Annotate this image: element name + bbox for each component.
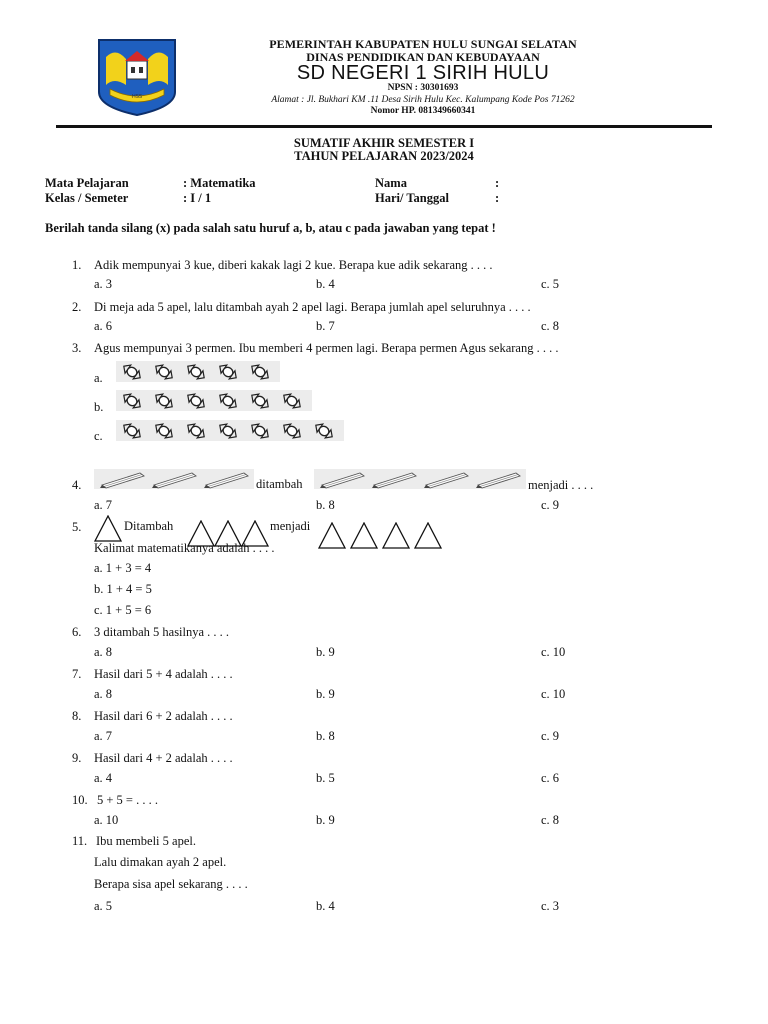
subject-label: Mata Pelajaran: [45, 176, 129, 190]
header-divider: [56, 125, 712, 128]
candy-icon: [185, 362, 207, 382]
candy-icon: [217, 391, 239, 411]
option-c[interactable]: c. 9: [541, 729, 560, 743]
question-text-line3: Berapa sisa apel sekarang . . . .: [94, 877, 248, 891]
candy-icon: [249, 421, 271, 441]
option-b[interactable]: b. 9: [316, 813, 335, 827]
option-b[interactable]: b. 5: [316, 771, 335, 785]
pencil-icon: [424, 473, 468, 488]
option-b[interactable]: b. 4: [316, 899, 335, 913]
date-field[interactable]: :: [495, 191, 500, 205]
triangle-icon: [415, 523, 441, 548]
date-label: Hari/ Tanggal: [375, 191, 449, 205]
triangle-icon: [351, 523, 377, 548]
question-number: 8.: [72, 709, 82, 723]
npsn: NPSN : 30301693: [387, 83, 459, 93]
question-number: 6.: [72, 625, 82, 639]
phone-number: Nomor HP. 081349660341: [370, 106, 476, 116]
candy-icon: [153, 391, 175, 411]
instructions: Berilah tanda silang (x) pada salah satu huruf a, b, atau c pada jawaban yang tepat !: [45, 221, 496, 235]
candy-icon: [313, 421, 335, 441]
question-text: 5 + 5 = . . . .: [97, 793, 158, 807]
candy-icon: [153, 362, 175, 382]
option-a[interactable]: a. 6: [94, 319, 113, 333]
triangle-icon: [95, 516, 121, 541]
class-value: : I / 1: [183, 191, 212, 205]
question-number: 9.: [72, 751, 82, 765]
candy-icon: [249, 362, 271, 382]
option-c[interactable]: c.: [94, 429, 103, 443]
candy-icon: [185, 391, 207, 411]
candy-icon: [249, 391, 271, 411]
candy-icon: [281, 391, 303, 411]
option-b[interactable]: b. 1 + 4 = 5: [94, 582, 152, 596]
option-a[interactable]: a. 3: [94, 277, 113, 291]
school-name: SD NEGERI 1 SIRIH HULU: [296, 62, 550, 84]
option-b[interactable]: b. 7: [316, 319, 335, 333]
pencil-icon: [152, 473, 196, 488]
candy-icon: [153, 421, 175, 441]
subject-value: : Matematika: [183, 176, 256, 190]
question-text: Hasil dari 4 + 2 adalah . . . .: [94, 751, 233, 765]
option-a[interactable]: a. 8: [94, 645, 113, 659]
option-c[interactable]: c. 1 + 5 = 6: [94, 603, 152, 617]
candy-icon: [185, 421, 207, 441]
option-c[interactable]: c. 5: [541, 277, 560, 291]
svg-text:HSS: HSS: [131, 94, 143, 100]
option-c[interactable]: c. 8: [541, 319, 560, 333]
question-subtext: Kalimat matematikanya adalah . . . .: [94, 541, 275, 555]
option-b[interactable]: b. 8: [316, 729, 335, 743]
class-label: Kelas / Semeter: [45, 191, 129, 205]
option-c[interactable]: c. 3: [541, 899, 560, 913]
pencil-group-right: [314, 469, 526, 489]
option-a[interactable]: a. 10: [94, 813, 119, 827]
pencil-icon: [320, 473, 364, 488]
department-line: DINAS PENDIDIKAN DAN KEBUDAYAAN: [306, 50, 540, 64]
question-number: 10.: [72, 793, 88, 807]
academic-year: TAHUN PELAJARAN 2023/2024: [294, 149, 474, 163]
question-number: 3.: [72, 341, 82, 355]
question-number: 4.: [72, 478, 82, 492]
candy-icon: [121, 421, 143, 441]
option-b[interactable]: b. 4: [316, 277, 335, 291]
option-a[interactable]: a. 1 + 3 = 4: [94, 561, 152, 575]
option-b[interactable]: b.: [94, 400, 104, 414]
result-text: menjadi . . . .: [528, 478, 594, 492]
name-label: Nama: [375, 176, 407, 190]
option-a[interactable]: a. 5: [94, 899, 113, 913]
question-text: Adik mempunyai 3 kue, diberi kakak lagi 2 kue. Berapa kue adik sekarang . . . .: [94, 258, 493, 272]
government-line: PEMERINTAH KABUPATEN HULU SUNGAI SELATAN: [269, 37, 577, 51]
option-c[interactable]: c. 9: [541, 498, 560, 512]
question-text: Di meja ada 5 apel, lalu ditambah ayah 2 apel lagi. Berapa jumlah apel seluruhnya . . . .: [94, 300, 531, 314]
option-a[interactable]: a.: [94, 371, 103, 385]
triangle-icon: [319, 523, 345, 548]
question-text-line2: Lalu dimakan ayah 2 apel.: [94, 855, 227, 869]
pencil-group-left: [94, 469, 254, 489]
question-number: 7.: [72, 667, 82, 681]
option-b[interactable]: b. 9: [316, 645, 335, 659]
option-c[interactable]: c. 10: [541, 687, 566, 701]
candy-group-a: [116, 361, 280, 382]
pencil-icon: [100, 473, 144, 488]
question-number: 1.: [72, 258, 82, 272]
candy-icon: [121, 362, 143, 382]
candy-icon: [281, 421, 303, 441]
candy-icon: [217, 362, 239, 382]
option-a[interactable]: a. 7: [94, 729, 113, 743]
pencil-icon: [476, 473, 520, 488]
pencil-icon: [372, 473, 416, 488]
question-text: Hasil dari 6 + 2 adalah . . . .: [94, 709, 233, 723]
exam-title: SUMATIF AKHIR SEMESTER I: [293, 136, 475, 150]
candy-group-c: [116, 420, 344, 441]
pencil-icon: [204, 473, 248, 488]
regency-crest-icon: [96, 37, 178, 117]
option-b[interactable]: b. 8: [316, 498, 335, 512]
question-text: Hasil dari 5 + 4 adalah . . . .: [94, 667, 233, 681]
candy-icon: [217, 421, 239, 441]
plus-text: ditambah: [256, 477, 303, 491]
option-c[interactable]: c. 10: [541, 645, 566, 659]
option-c[interactable]: c. 6: [541, 771, 560, 785]
plus-text: Ditambah: [124, 519, 174, 533]
question-number: 2.: [72, 300, 82, 314]
question-number: 5.: [72, 520, 82, 534]
option-c[interactable]: c. 8: [541, 813, 560, 827]
option-b[interactable]: b. 9: [316, 687, 335, 701]
option-a[interactable]: a. 7: [94, 498, 113, 512]
option-a[interactable]: a. 8: [94, 687, 113, 701]
option-a[interactable]: a. 4: [94, 771, 113, 785]
result-text: menjadi: [270, 519, 311, 533]
candy-group-b: [116, 390, 312, 411]
address: Alamat : Jl. Bukhari KM .11 Desa Sirih Hulu Kec. Kalumpang Kode Pos 71262: [271, 95, 575, 105]
question-text: Agus mempunyai 3 permen. Ibu memberi 4 permen lagi. Berapa permen Agus sekarang . . . .: [94, 341, 559, 355]
name-field[interactable]: :: [495, 176, 500, 190]
triangle-icon: [383, 523, 409, 548]
candy-icon: [121, 391, 143, 411]
question-number: 11.: [72, 834, 88, 848]
question-text: Ibu membeli 5 apel.: [96, 834, 196, 848]
question-text: 3 ditambah 5 hasilnya . . . .: [94, 625, 230, 639]
triangle-group-right: [318, 522, 442, 555]
